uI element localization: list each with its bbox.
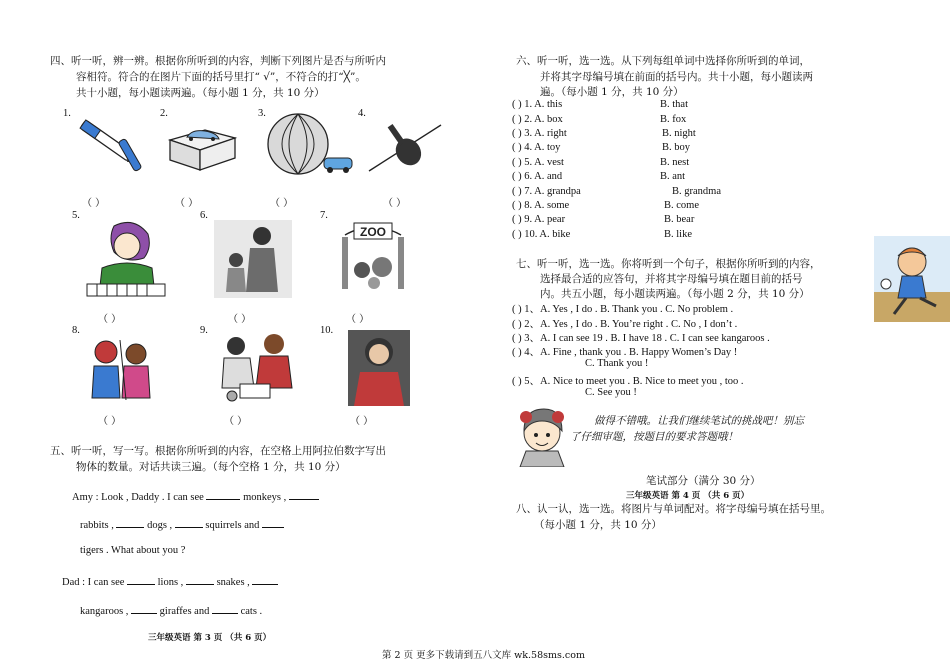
option-b: B. grandma bbox=[672, 186, 721, 197]
box-toycar-picture bbox=[165, 120, 240, 172]
blank-input[interactable] bbox=[262, 516, 284, 528]
s6-instruction-2: 并将其字母编号填在前面的括号内。共十小题，每小题读两 bbox=[540, 71, 813, 83]
answer-bracket-1[interactable]: （ ） bbox=[82, 198, 106, 209]
option-a: A. vest bbox=[534, 157, 564, 168]
ball-car-picture bbox=[262, 112, 357, 177]
s8-instruction-1: 八、认一认，选一选。将图片与单词配对。将字母编号填在括号里。 bbox=[516, 503, 831, 515]
item-number: 7. bbox=[320, 210, 328, 221]
text: monkeys , bbox=[243, 492, 287, 503]
s7-question-5: ( ) 5、A. Nice to meet you . B. Nice to meet you , too . bbox=[512, 376, 744, 387]
item-number: 5. bbox=[72, 210, 80, 221]
left-page-footer: 三年级英语 第 3 页 （共 6 页） bbox=[148, 633, 272, 643]
teacher-picture bbox=[348, 330, 410, 406]
s4-instruction-3: 共十小题，每小题读两遍。（每小题 1 分，共 10 分） bbox=[76, 87, 325, 99]
blank-input[interactable] bbox=[289, 488, 319, 500]
answer-paren[interactable]: ( ) bbox=[512, 214, 522, 225]
s5-line-5 bbox=[80, 602, 262, 617]
row-number: 7. bbox=[524, 186, 533, 197]
s7-question-1: ( ) 1、A. Yes , I do . B. Thank you . C. No problem . bbox=[512, 304, 734, 315]
option-a: A. toy bbox=[534, 142, 561, 153]
boy-kicking-picture bbox=[874, 236, 950, 322]
row-number: 2. bbox=[524, 114, 533, 125]
bottom-download-note: 第 2 页 更多下载请到五八文库 wk.58sms.com bbox=[382, 650, 585, 661]
s7-question-5-option-c: C. See you ! bbox=[585, 387, 637, 398]
s6-row bbox=[512, 214, 565, 225]
option-b: B. nest bbox=[660, 157, 690, 168]
option-a: A. pear bbox=[534, 214, 566, 225]
text: snakes , bbox=[216, 577, 250, 588]
row-number: 9. bbox=[524, 214, 533, 225]
written-part-title: 笔试部分（满分 30 分） bbox=[646, 475, 761, 487]
option-b: B. ant bbox=[660, 171, 686, 182]
girl-piano-picture bbox=[82, 218, 167, 300]
row-number: 6. bbox=[524, 171, 533, 182]
blank-input[interactable] bbox=[186, 573, 214, 585]
answer-paren[interactable]: ( ) bbox=[512, 99, 522, 110]
s6-row bbox=[512, 99, 562, 110]
blank-input[interactable] bbox=[252, 573, 278, 585]
text: kangaroos , bbox=[80, 606, 129, 617]
family-picture bbox=[212, 330, 298, 408]
encourage-line-1: 做得不错哦。让我们继续笔试的挑战吧！别忘 bbox=[594, 415, 804, 427]
item-number: 4. bbox=[358, 108, 366, 119]
s5-line-amy bbox=[72, 488, 319, 503]
s7-question-4-option-c: C. Thank you ! bbox=[585, 358, 649, 369]
answer-paren[interactable]: ( ) bbox=[512, 157, 522, 168]
answer-bracket-4[interactable]: （ ） bbox=[383, 198, 407, 209]
s4-instruction-2: 容相符。符合的在图片下面的括号里打“ √”，不符合的打“╳”。 bbox=[76, 71, 366, 83]
s6-row bbox=[512, 186, 581, 197]
s5-instruction-2: 物体的数量。对话共读三遍。（每个空格 1 分，共 10 分） bbox=[76, 461, 346, 473]
s5-instruction-1: 五、听一听，写一写。根据你所听到的内容，在空格上用阿拉伯数字写出 bbox=[50, 445, 386, 457]
s6-row bbox=[512, 200, 569, 211]
s6-row bbox=[512, 171, 562, 182]
answer-paren[interactable]: ( ) bbox=[512, 114, 522, 125]
option-b: B. that bbox=[660, 99, 688, 110]
row-number: 4. bbox=[524, 142, 533, 153]
children-kite-picture bbox=[80, 330, 162, 408]
encourage-line-2: 了仔细审题，按题目的要求答题哦！ bbox=[570, 431, 738, 443]
option-a: A. and bbox=[534, 171, 563, 182]
blank-input[interactable] bbox=[206, 488, 240, 500]
answer-bracket-7[interactable]: （ ） bbox=[346, 314, 370, 325]
option-b: B. night bbox=[662, 128, 696, 139]
row-number: 1. bbox=[524, 99, 533, 110]
answer-bracket-10[interactable]: （ ） bbox=[350, 416, 374, 427]
item-number: 6. bbox=[200, 210, 208, 221]
answer-bracket-5[interactable]: （ ） bbox=[98, 314, 122, 325]
item-number: 2. bbox=[160, 108, 168, 119]
s5-line-dad bbox=[62, 573, 278, 588]
text: Dad : I can see bbox=[62, 577, 125, 588]
answer-bracket-9[interactable]: （ ） bbox=[224, 416, 248, 427]
answer-paren[interactable]: ( ) bbox=[512, 128, 522, 139]
zoo-picture bbox=[330, 215, 415, 293]
item-number: 8. bbox=[72, 325, 80, 336]
text: lions , bbox=[157, 577, 184, 588]
text: dogs , bbox=[147, 520, 173, 531]
text: Amy : Look , Daddy . I can see bbox=[72, 492, 204, 503]
answer-paren[interactable]: ( ) bbox=[512, 186, 522, 197]
blank-input[interactable] bbox=[116, 516, 144, 528]
s6-row bbox=[512, 114, 563, 125]
text: rabbits , bbox=[80, 520, 114, 531]
answer-bracket-2[interactable]: （ ） bbox=[175, 198, 199, 209]
option-a: A. right bbox=[534, 128, 567, 139]
item-number: 9. bbox=[200, 325, 208, 336]
option-a: A. box bbox=[534, 114, 563, 125]
answer-paren[interactable]: ( ) bbox=[512, 142, 522, 153]
girl-mascot-picture bbox=[512, 405, 570, 467]
answer-paren[interactable]: ( ) bbox=[512, 171, 522, 182]
item-number: 1. bbox=[63, 108, 71, 119]
s5-line-2 bbox=[80, 516, 284, 531]
violin-picture bbox=[365, 115, 445, 175]
option-a: A. some bbox=[534, 200, 570, 211]
right-page-footer: 三年级英语 第 4 页 （共 6 页） bbox=[626, 491, 750, 501]
s5-line-3: tigers . What about you ? bbox=[80, 545, 186, 556]
s6-row bbox=[512, 229, 570, 240]
s6-row bbox=[512, 128, 567, 139]
text: cats . bbox=[240, 606, 263, 617]
pens-picture bbox=[68, 115, 148, 173]
blank-input[interactable] bbox=[212, 602, 238, 614]
item-number: 10. bbox=[320, 325, 334, 336]
s6-row bbox=[512, 142, 560, 153]
s6-instruction-3: 遍。（每小题 1 分，共 10 分） bbox=[540, 86, 684, 98]
option-b: B. bear bbox=[664, 214, 695, 225]
answer-bracket-8[interactable]: （ ） bbox=[98, 416, 122, 427]
row-number: 5. bbox=[524, 157, 533, 168]
s7-question-4: ( ) 4、A. Fine , thank you . B. Happy Women’s Day ! bbox=[512, 347, 738, 358]
option-b: B. come bbox=[664, 200, 699, 211]
s4-instruction-1: 四、听一听，辨一辨。根据你所听到的内容，判断下列图片是否与所听内 bbox=[50, 55, 386, 67]
s6-row bbox=[512, 157, 564, 168]
blank-input[interactable] bbox=[175, 516, 203, 528]
option-b: B. boy bbox=[662, 142, 691, 153]
text: squirrels and bbox=[205, 520, 260, 531]
s6-instruction-1: 六、听一听，选一选。从下列每组单词中选择你所听到的单词， bbox=[516, 55, 810, 67]
option-a: A. this bbox=[534, 99, 563, 110]
blank-input[interactable] bbox=[131, 602, 157, 614]
s7-instruction-3: 内。共五小题，每小题读两遍。（每小题 2 分，共 10 分） bbox=[540, 288, 810, 300]
row-number: 3. bbox=[524, 128, 533, 139]
answer-bracket-6[interactable]: （ ） bbox=[228, 314, 252, 325]
s7-instruction-2: 选择最合适的应答句，并将其字母编号填在题目前的括号 bbox=[540, 273, 803, 285]
option-b: B. fox bbox=[660, 114, 687, 125]
blank-input[interactable] bbox=[127, 573, 155, 585]
option-b: B. like bbox=[664, 229, 692, 240]
s7-instruction-1: 七、听一听，选一选。你将听到一个句子，根据你所听到的内容， bbox=[516, 258, 821, 270]
s7-question-2: ( ) 2、A. Yes , I do . B. You’re right . C. No , I don’t . bbox=[512, 319, 738, 330]
s8-instruction-2: （每小题 1 分，共 10 分） bbox=[534, 519, 662, 531]
answer-bracket-3[interactable]: （ ） bbox=[270, 198, 294, 209]
answer-paren[interactable]: ( ) bbox=[512, 229, 522, 240]
text: giraffes and bbox=[159, 606, 210, 617]
option-a: A. bike bbox=[539, 229, 571, 240]
answer-paren[interactable]: ( ) bbox=[512, 200, 522, 211]
option-a: A. grandpa bbox=[534, 186, 581, 197]
row-number: 8. bbox=[524, 200, 533, 211]
zoo-sign-text: ZOO bbox=[360, 225, 386, 239]
row-number: 10. bbox=[524, 229, 538, 240]
mother-daughter-picture bbox=[214, 220, 292, 298]
item-number: 3. bbox=[258, 108, 266, 119]
s7-question-3: ( ) 3、A. I can see 19 . B. I have 18 . C. I can see kangaroos . bbox=[512, 333, 770, 344]
